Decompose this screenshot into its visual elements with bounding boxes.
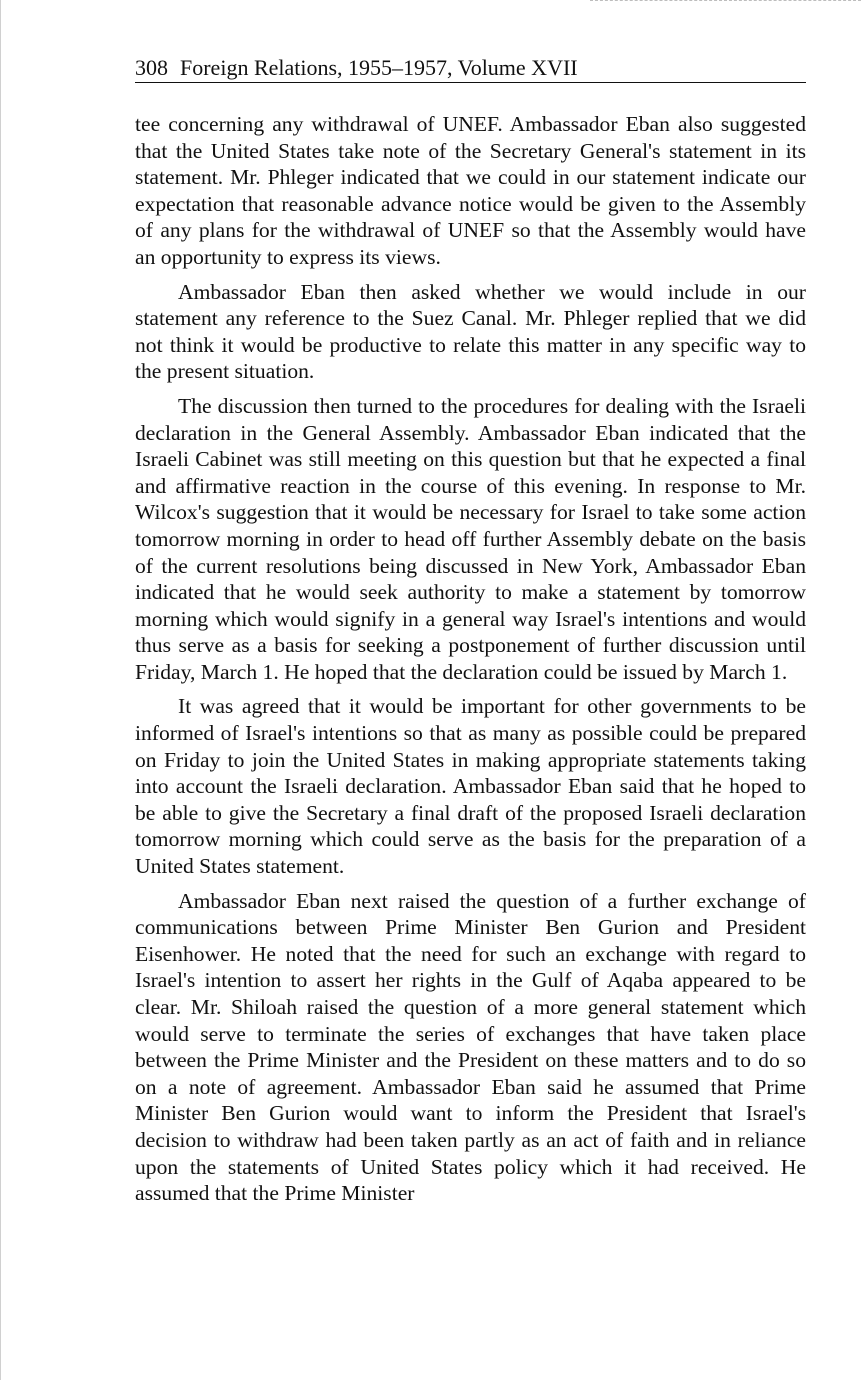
scan-edge-left xyxy=(0,0,1,1380)
paragraph-5: Ambassador Eban next raised the question of a further exchange of communications between Prime Minister Ben Gurion and President Eisenhower. He noted that the need for such an exchange with regard to Israel's intention to assert her rights in the Gulf of Aqaba appeared to be clear. Mr. Shiloah raised the question of a more general statement which would serve to terminate the series of exchanges that have taken place between the Prime Minister and the President on these matters and to do so on a note of agreement. Ambassador Eban said he assumed that Prime Minister Ben Gurion would want to inform the President that Israel's decision to withdraw had been taken partly as an act of faith and in reliance upon the statements of United States policy which it had received. He assumed that the Prime Minister xyxy=(135,888,806,1206)
running-header xyxy=(135,54,806,83)
paragraph-4: It was agreed that it would be important for other governments to be informed of Israel's intentions so that as many as possible could be prepared on Friday to join the United States in making appropriate statements taking into account the Israeli declaration. Ambassador Eban said that he hoped to be able to give the Secretary a final draft of the proposed Israeli declaration tomorrow morning which could serve as the basis for the preparation of a United States statement. xyxy=(135,694,806,879)
scan-edge-top xyxy=(590,0,861,1)
page-number: 308 xyxy=(135,55,168,80)
body-text xyxy=(135,111,806,1215)
paragraph-1: tee concerning any withdrawal of UNEF. Ambassador Eban also suggested that the United States take note of the Secretary General's statement in its statement. Mr. Phleger indicated that we could in our statement indicate our expectation that reasonable advance notice would be given to the Assembly of any plans for the withdrawal of UNEF so that the Assembly would have an opportunity to express its views. xyxy=(135,112,806,269)
paragraph-2: Ambassador Eban then asked whether we would include in our statement any reference to the Suez Canal. Mr. Phleger replied that we did not think it would be productive to relate this matter in any specific way to the present situation. xyxy=(135,279,806,384)
running-title: Foreign Relations, 1955–1957, Volume XVII xyxy=(180,55,578,80)
paragraph-3: The discussion then turned to the procedures for dealing with the Israeli declaration in the General Assembly. Ambassador Eban indicated that the Israeli Cabinet was still meeting on this question but that he expected a final and affirmative reaction in the course of this evening. In response to Mr. Wilcox's suggestion that it would be necessary for Israel to take some action tomorrow morning in order to head off further Assembly debate on the basis of the current resolutions being discussed in New York, Ambassador Eban indicated that he would seek authority to make a statement by tomorrow morning which would signify in a general way Israel's intentions and would thus serve as a basis for seeking a postponement of further discussion until Friday, March 1. He hoped that the declaration could be issued by March 1. xyxy=(135,393,806,684)
